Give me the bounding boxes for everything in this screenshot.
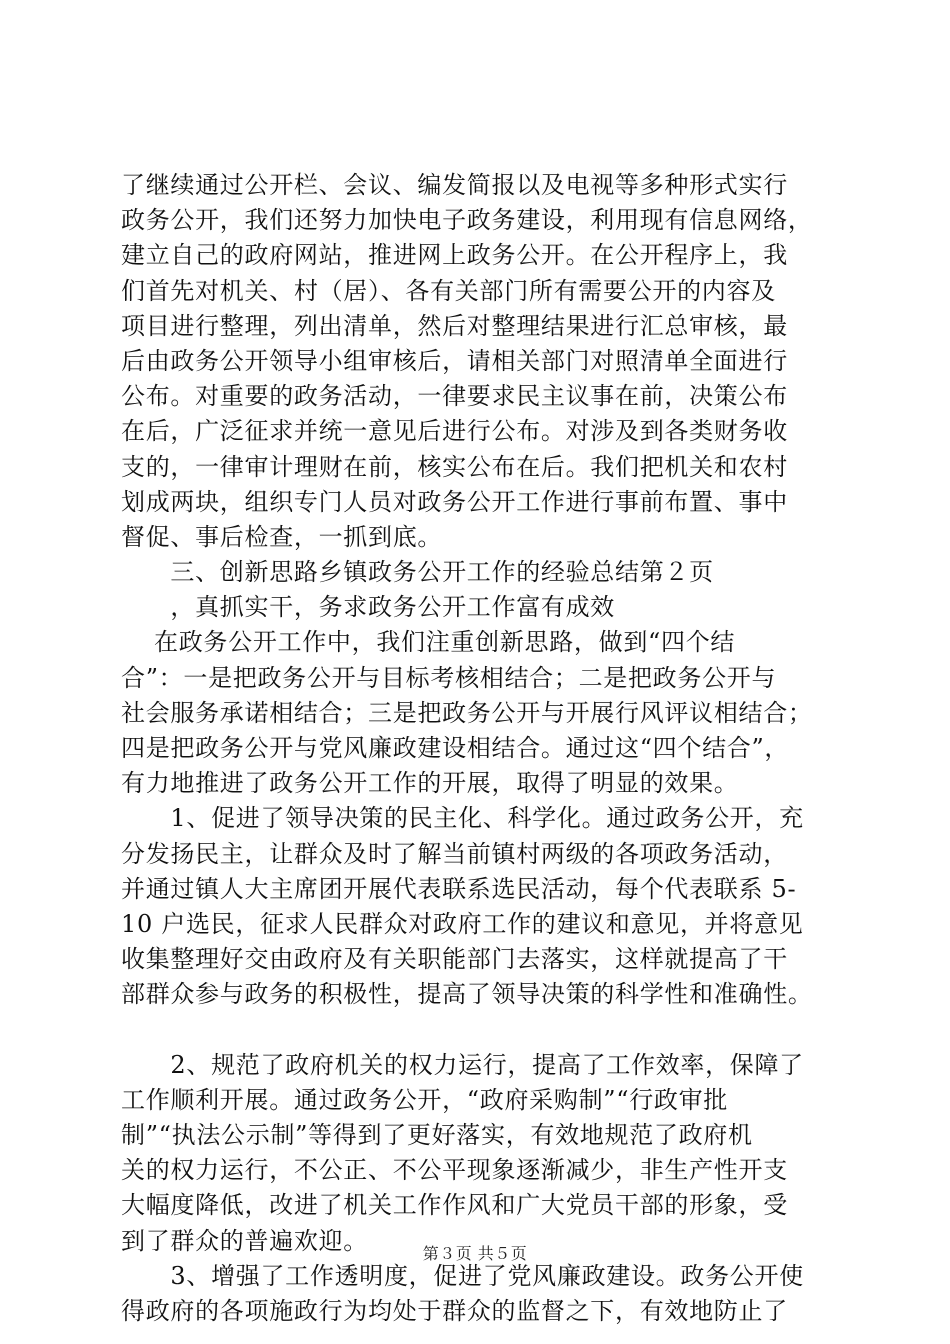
text-line: 后由政务公开领导小组审核后，请相关部门对照清单全面进行 [121, 346, 788, 375]
text-line: 在政务公开工作中，我们注重创新思路，做到“四个结 [121, 628, 736, 657]
text-line: 2、规范了政府机关的权力运行，提高了工作效率，保障了 [121, 1050, 804, 1079]
blank-line [121, 1013, 841, 1048]
text-line: 合”：一是把政务公开与目标考核相结合；二是把政务公开与 [121, 663, 777, 692]
text-line: 3、增强了工作透明度，促进了党风廉政建设。政务公开使 [121, 1261, 804, 1290]
text-line: 关的权力运行，不公正、不公平现象逐渐减少，非生产性开支 [121, 1156, 788, 1185]
text-line: 10 户选民，征求人民群众对政府工作的建议和意见，并将意见 [121, 909, 804, 938]
text-line: 在后，广泛征求并统一意见后进行公布。对涉及到各类财务收 [121, 417, 788, 446]
text-line: 四是把政务公开与党风廉政建设相结合。通过这“四个结合”， [121, 734, 790, 762]
text-line: 督促、事后检查，一抓到底。 [121, 522, 443, 551]
text-line: 部群众参与政务的积极性，提高了领导决策的科学性和准确性。 [121, 980, 813, 1009]
text-line: 们首先对机关、村（居）、各有关部门所有需要公开的内容及 [121, 276, 776, 305]
text-line: 支的，一律审计理财在前，核实公布在后。我们把机关和农村 [121, 452, 788, 481]
text-line: 收集整理好交由政府及有关职能部门去落实，这样就提高了干 [121, 945, 788, 974]
text-line: 了继续通过公开栏、会议、编发简报以及电视等多种形式实行 [121, 171, 788, 199]
text-line: 得政府的各项施政行为均处于群众的监督之下，有效地防止了 [121, 1297, 788, 1325]
text-line: 社会服务承诺相结合；三是把政务公开与开展行风评议相结合； [121, 698, 813, 727]
text-line: 划成两块，组织专门人员对政务公开工作进行事前布置、事中 [121, 487, 788, 516]
text-line: 1、促进了领导决策的民主化、科学化。通过政务公开，充 [121, 804, 804, 833]
text-line: 公布。对重要的政务活动，一律要求民主议事在前，决策公布 [121, 382, 788, 411]
text-line: 分发扬民主，让群众及时了解当前镇村两级的各项政务活动， [121, 839, 788, 868]
section-heading-continued: ，真抓实干，务求政务公开工作富有成效 [121, 593, 615, 622]
text-line: 制”“执法公示制”等得到了更好落实，有效地规范了政府机 [121, 1121, 753, 1150]
page-number: 第３页 共５页 [422, 1244, 528, 1263]
text-line: 工作顺利开展。通过政务公开，“政府采购制”“行政审批 [121, 1085, 729, 1114]
text-line: 建立自己的政府网站，推进网上政务公开。在公开程序上，我 [121, 241, 788, 270]
text-line: 到了群众的普遍欢迎。 [121, 1226, 368, 1255]
text-line: 并通过镇人大主席团开展代表联系选民活动，每个代表联系 5- [121, 874, 797, 903]
text-line: 政务公开，我们还努力加快电子政务建设，利用现有信息网络， [121, 206, 813, 235]
body-text [121, 168, 841, 1329]
section-heading: 三、创新思路乡镇政务公开工作的经验总结第２页 [121, 558, 714, 587]
text-line: 大幅度降低，改进了机关工作作风和广大党员干部的形象，受 [121, 1191, 788, 1220]
text-line: 项目进行整理，列出清单，然后对整理结果进行汇总审核，最 [121, 311, 788, 340]
text-line: 有力地推进了政务公开工作的开展，取得了明显的效果。 [121, 769, 739, 798]
